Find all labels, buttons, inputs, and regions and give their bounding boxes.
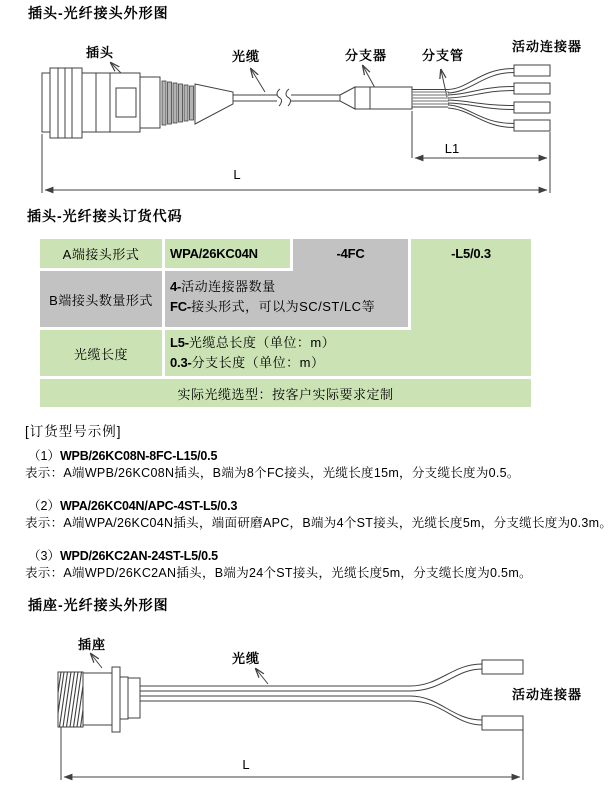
cell-custom-note: 实际光缆选型：按客户实际要求定制 xyxy=(40,379,531,407)
b-desc-code-1: 4- xyxy=(170,279,182,294)
example-3-num: （3） xyxy=(28,549,60,563)
dimension-l1 xyxy=(412,111,547,158)
strain-relief-ribs xyxy=(162,81,194,125)
cable-line xyxy=(233,89,340,106)
cell-a-end-value xyxy=(165,239,290,268)
socket-leader-arrow xyxy=(91,654,102,668)
plug-outline-diagram xyxy=(0,28,616,206)
l-dimension-label: L xyxy=(233,167,241,182)
cell-cable-length-label: 光缆长度 xyxy=(40,330,162,376)
len-desc-code-2: 0.3- xyxy=(170,355,192,370)
order-code-table xyxy=(40,239,531,407)
cable-leader-arrow xyxy=(256,669,268,684)
b-end-desc-line xyxy=(170,297,408,317)
branch-tubes xyxy=(412,69,514,128)
b-desc-text-1: 活动连接器数量 xyxy=(181,279,276,294)
plug-label: 插头 xyxy=(85,45,115,60)
socket-label: 插座 xyxy=(77,637,107,652)
example-1-num: （1） xyxy=(28,449,60,463)
plug-connector-drawing xyxy=(42,68,233,138)
l-dimension-label: L xyxy=(242,757,250,772)
boot-taper xyxy=(195,84,233,124)
b-desc-text-2: 接头形式，可以为SC/ST/LC等 xyxy=(191,299,376,314)
title-example-list: [订货型号示例] xyxy=(25,424,122,439)
len-desc-text-1: 光缆总长度（单位：m） xyxy=(188,335,336,350)
movable-connector-label: 活动连接器 xyxy=(511,39,583,54)
b-desc-code-2: FC- xyxy=(170,299,192,314)
example-2-desc: 表示：A端WPA/26KC04N插头，端面研磨APC，B端为4个ST接头，光缆长度5m，分支缆长度为0.3m。 xyxy=(25,516,613,530)
length-code-text: -L5/0.3 xyxy=(451,246,491,261)
len-desc-code-1: L5- xyxy=(170,335,189,350)
cable-lines xyxy=(140,664,482,725)
l1-dimension-label: L1 xyxy=(444,141,460,156)
break-symbol xyxy=(286,89,291,106)
branch-tube-leader-arrow xyxy=(441,70,447,97)
splitter-leader-arrow xyxy=(363,66,375,88)
example-2-code xyxy=(28,496,237,514)
break-symbol xyxy=(277,89,282,106)
dimension-l xyxy=(61,727,523,780)
example-1-desc: 表示：A端WPB/26KC08N插头，B端为8个FC接头，光缆长度15m，分支缆长度为0.5。 xyxy=(25,466,520,480)
dimension-l xyxy=(42,132,550,193)
example-1-code xyxy=(28,446,217,464)
example-2-model: WPA/26KC04N/APC-4ST-L5/0.3 xyxy=(59,499,238,513)
cable-label: 光缆 xyxy=(231,651,261,666)
cell-b-end-desc xyxy=(165,271,408,327)
cell-b-end-label: B端接头数量形式 xyxy=(40,271,162,327)
example-3-desc: 表示：A端WPD/26KC2AN插头，B端为24个ST接头，光缆长度5m，分支缆长度为0.5m。 xyxy=(25,566,532,580)
cable-label: 光缆 xyxy=(231,49,261,64)
title-order-code: 插头-光纤接头订货代码 xyxy=(27,208,183,224)
len-desc-text-2: 分支长度（单位：m） xyxy=(191,355,325,370)
terminal-connectors xyxy=(514,65,550,131)
example-1-model: WPB/26KC08N-8FC-L15/0.5 xyxy=(59,449,218,463)
example-3-code xyxy=(28,546,218,564)
example-3-model: WPD/26KC2AN-24ST-L5/0.5 xyxy=(59,549,218,563)
socket-connector-drawing xyxy=(53,667,140,732)
a-end-value-text: WPA/26KC04N xyxy=(170,246,258,261)
cell-cable-length-desc xyxy=(165,330,531,376)
cell-a-end-type-label: A端接头形式 xyxy=(40,239,162,268)
example-2-num: （2） xyxy=(28,499,60,513)
title-plug-outline: 插头-光纤接头外形图 xyxy=(28,5,169,21)
cable-length-desc-line xyxy=(170,333,531,353)
splitter-label: 分支器 xyxy=(344,48,388,63)
movable-connector-label: 活动连接器 xyxy=(511,687,583,702)
title-socket-outline: 插座-光纤接头外形图 xyxy=(28,597,169,613)
cable-length-desc-line xyxy=(170,353,531,373)
splitter-drawing xyxy=(340,87,412,109)
b-end-desc-line xyxy=(170,277,408,297)
cable-leader-arrow xyxy=(251,69,265,92)
b-end-code-text: -4FC xyxy=(336,246,365,261)
branch-tube-label: 分支管 xyxy=(421,48,465,63)
socket-outline-diagram xyxy=(0,622,616,790)
